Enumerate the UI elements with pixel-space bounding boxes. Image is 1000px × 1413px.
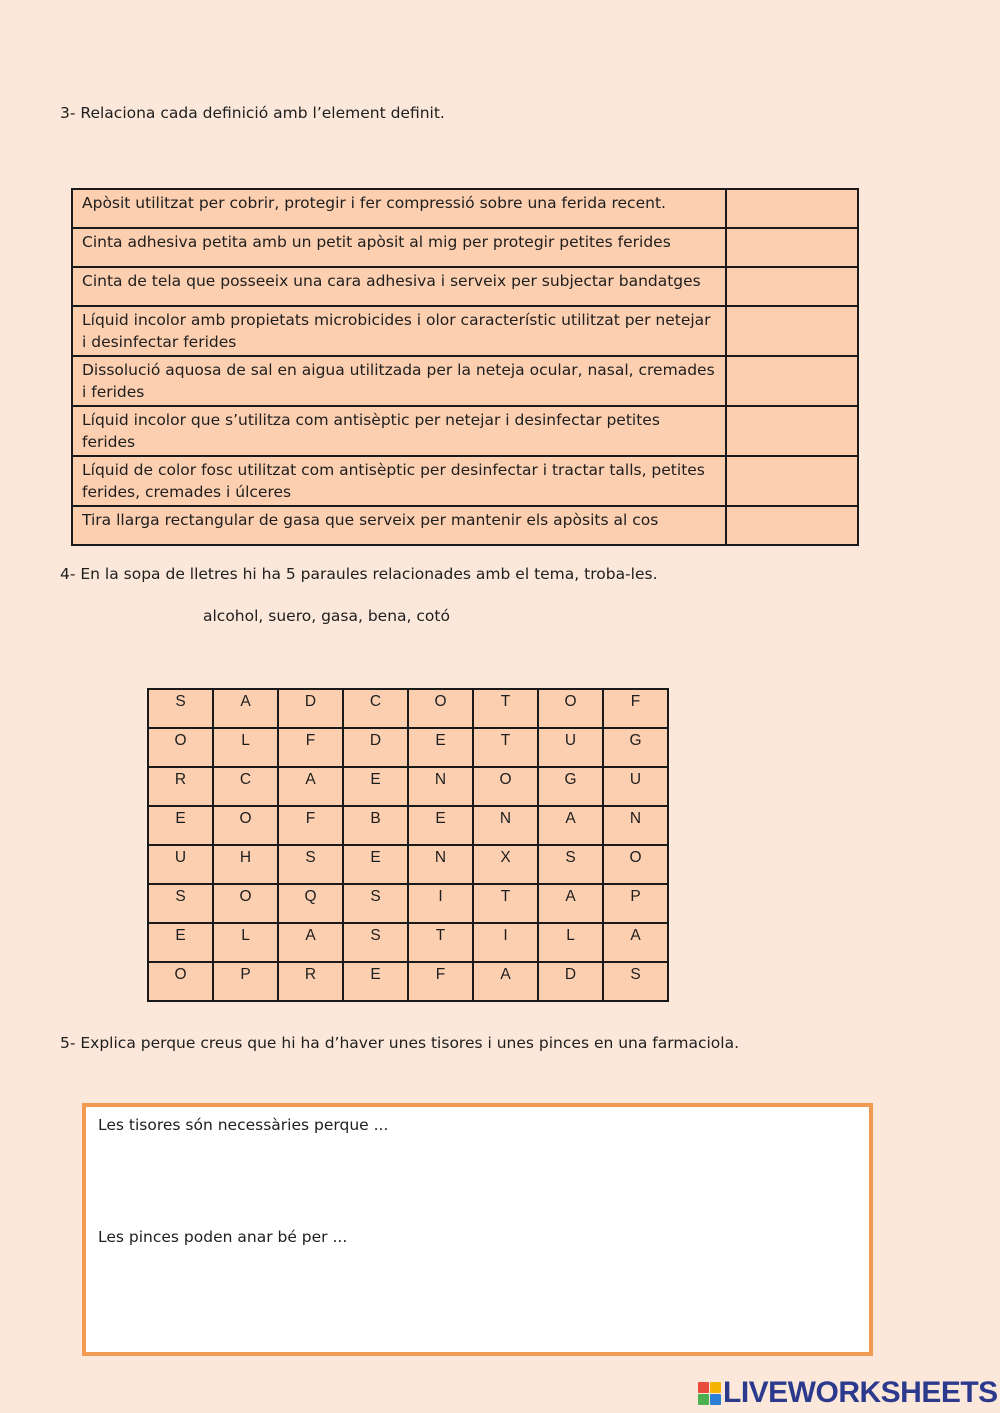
grid-cell[interactable]: A [473,962,538,1001]
definition-row [72,356,858,406]
grid-row [148,767,668,806]
grid-cell[interactable]: O [538,689,603,728]
grid-cell[interactable]: T [408,923,473,962]
grid-cell[interactable]: L [213,728,278,767]
answer-input[interactable] [727,457,857,505]
grid-cell[interactable]: G [538,767,603,806]
grid-row [148,962,668,1001]
grid-row [148,728,668,767]
answer-cell [726,456,858,506]
grid-cell[interactable]: E [343,845,408,884]
logo-square-green [698,1394,709,1405]
grid-cell[interactable]: S [603,962,668,1001]
grid-cell[interactable]: F [278,728,343,767]
grid-cell[interactable]: H [213,845,278,884]
grid-cell[interactable]: U [148,845,213,884]
answer-input[interactable] [727,307,857,355]
definition-row [72,506,858,545]
definition-text: Apòsit utilitzat per cobrir, protegir i fer compressió sobre una ferida recent. [72,189,726,228]
answer-cell [726,228,858,267]
logo-square-blue [710,1394,721,1405]
grid-cell[interactable]: O [213,884,278,923]
logo-text: LIVEWORKSHEETS [723,1376,998,1409]
answer-cell [726,267,858,306]
definition-text: Cinta de tela que posseeix una cara adhesiva i serveix per subjectar bandatges [72,267,726,306]
grid-cell[interactable]: F [408,962,473,1001]
grid-cell[interactable]: O [473,767,538,806]
answer-input[interactable] [727,229,857,266]
answer-cell [726,189,858,228]
grid-cell[interactable]: E [343,767,408,806]
liveworksheets-logo [698,1376,998,1410]
definition-text: Líquid de color fosc utilitzat com antisèptic per desinfectar i tractar talls, petites ferides, cremades i úlceres [72,456,726,506]
grid-cell[interactable]: N [473,806,538,845]
answer-cell [726,406,858,456]
grid-cell[interactable]: F [278,806,343,845]
definition-text: Dissolució aquosa de sal en aigua utilitzada per la neteja ocular, nasal, cremades i ferides [72,356,726,406]
grid-cell[interactable]: U [538,728,603,767]
answer-box[interactable] [82,1103,873,1356]
grid-cell[interactable]: N [408,845,473,884]
answer-input[interactable] [727,268,857,305]
answer-input[interactable] [727,407,857,455]
grid-cell[interactable]: I [408,884,473,923]
grid-cell[interactable]: A [603,923,668,962]
grid-cell[interactable]: E [408,806,473,845]
grid-row [148,806,668,845]
answer-input[interactable] [727,507,857,544]
grid-cell[interactable]: E [148,806,213,845]
grid-cell[interactable]: D [278,689,343,728]
grid-cell[interactable]: S [538,845,603,884]
grid-cell[interactable]: S [148,884,213,923]
definition-text: Líquid incolor que s’utilitza com antisèptic per netejar i desinfectar petites ferides [72,406,726,456]
definition-row [72,228,858,267]
definition-text: Cinta adhesiva petita amb un petit apòsit al mig per protegir petites ferides [72,228,726,267]
grid-cell[interactable]: O [408,689,473,728]
grid-row [148,689,668,728]
grid-cell[interactable]: X [473,845,538,884]
grid-cell[interactable]: A [278,767,343,806]
definition-row [72,456,858,506]
grid-cell[interactable]: D [538,962,603,1001]
grid-cell[interactable]: R [278,962,343,1001]
grid-cell[interactable]: P [603,884,668,923]
section4-title: 4- En la sopa de lletres hi ha 5 paraules relacionades amb el tema, troba-les. [60,565,658,583]
grid-cell[interactable]: G [603,728,668,767]
answer-prompt-tweezers: Les pinces poden anar bé per ... [98,1228,348,1246]
word-list: alcohol, suero, gasa, bena, cotó [203,607,450,625]
grid-cell[interactable]: C [343,689,408,728]
grid-cell[interactable]: A [538,884,603,923]
definition-row [72,306,858,356]
grid-cell[interactable]: A [278,923,343,962]
grid-cell[interactable]: L [538,923,603,962]
answer-input[interactable] [727,357,857,405]
grid-cell[interactable]: S [343,884,408,923]
grid-cell[interactable]: O [603,845,668,884]
grid-cell[interactable]: O [148,728,213,767]
grid-cell[interactable]: B [343,806,408,845]
grid-cell[interactable]: L [213,923,278,962]
definition-row [72,267,858,306]
grid-cell[interactable]: A [538,806,603,845]
grid-cell[interactable]: N [408,767,473,806]
grid-cell[interactable]: E [343,962,408,1001]
section5-title: 5- Explica perque creus que hi ha d’haver unes tisores i unes pinces en una farmaciola. [60,1034,739,1052]
section3-title: 3- Relaciona cada definició amb l’element definit. [60,104,445,122]
matching-table [71,188,859,546]
grid-cell[interactable]: N [603,806,668,845]
grid-cell[interactable]: T [473,689,538,728]
word-search-grid [147,688,669,1002]
answer-cell [726,356,858,406]
grid-row [148,923,668,962]
logo-icon [698,1382,721,1405]
logo-square-red [698,1382,709,1393]
grid-cell[interactable]: A [213,689,278,728]
grid-row [148,884,668,923]
answer-cell [726,506,858,545]
grid-cell[interactable]: P [213,962,278,1001]
grid-cell[interactable]: O [148,962,213,1001]
answer-cell [726,306,858,356]
grid-cell[interactable]: S [278,845,343,884]
definition-row [72,189,858,228]
grid-cell[interactable]: R [148,767,213,806]
grid-cell[interactable]: T [473,884,538,923]
grid-cell[interactable]: D [343,728,408,767]
definition-text: Tira llarga rectangular de gasa que serveix per mantenir els apòsits al cos [72,506,726,545]
definition-text: Líquid incolor amb propietats microbicides i olor característic utilitzat per netejar i desinfectar ferides [72,306,726,356]
grid-cell[interactable]: Q [278,884,343,923]
answer-prompt-scissors: Les tisores són necessàries perque ... [98,1116,389,1134]
grid-cell[interactable]: U [603,767,668,806]
grid-cell[interactable]: O [213,806,278,845]
grid-cell[interactable]: S [343,923,408,962]
grid-cell[interactable]: T [473,728,538,767]
definition-row [72,406,858,456]
grid-row [148,845,668,884]
answer-input[interactable] [727,190,857,227]
grid-cell[interactable]: E [148,923,213,962]
grid-cell[interactable]: C [213,767,278,806]
grid-cell[interactable]: F [603,689,668,728]
grid-cell[interactable]: S [148,689,213,728]
grid-cell[interactable]: I [473,923,538,962]
logo-square-yellow [710,1382,721,1393]
grid-cell[interactable]: E [408,728,473,767]
